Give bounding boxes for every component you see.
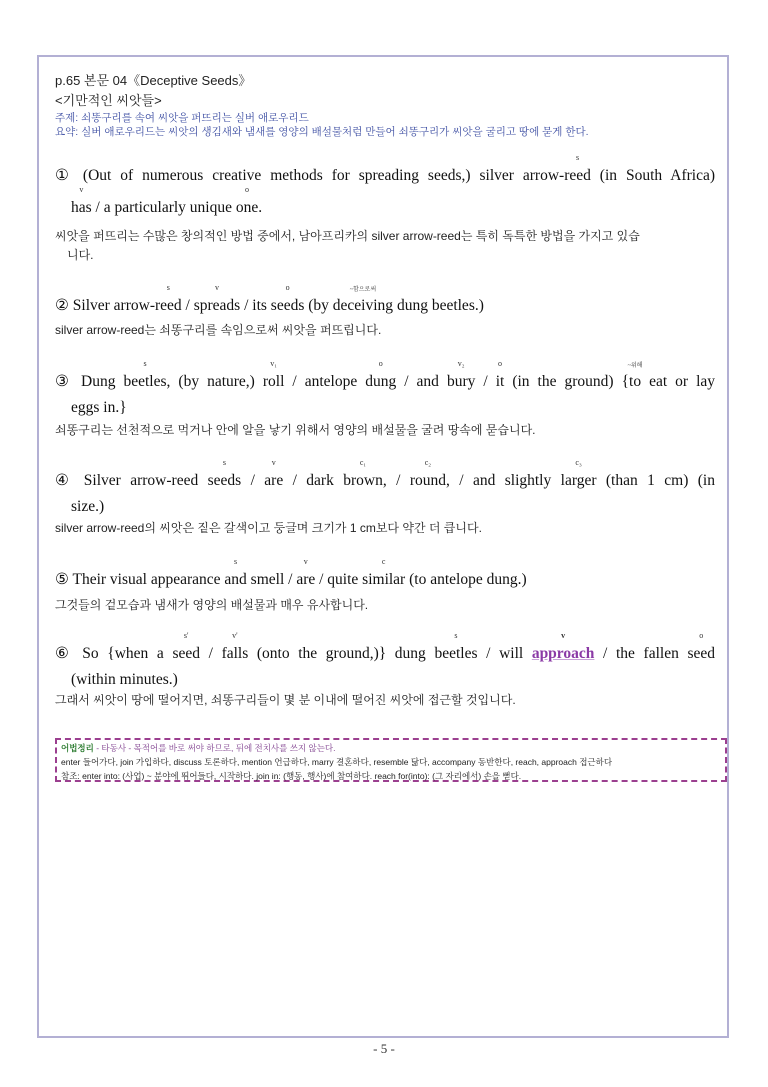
sentence-4-line-2: size.) bbox=[71, 498, 105, 515]
lesson-title: p.65 본문 04《Deceptive Seeds》 bbox=[55, 73, 252, 88]
sentence-4-line-1: ④ Silver arrow-reed s seeds / v are / dark c₁ brown, / c₂ round, / and slightly c₃ larger (than 1 cm) (in bbox=[55, 458, 715, 489]
grammar-note-line-2: enter 들어가다, join 가입하다, discuss 토론하다, mention 언급하다, marry 결혼하다, resemble 닮다, accompany 동반한다, reach, approach 접근하다 bbox=[61, 757, 613, 767]
topic-line: 주제: 쇠똥구리를 속여 씨앗을 퍼뜨리는 실버 애로우리드 bbox=[55, 112, 309, 124]
grammar-note-line-3: 참조: enter into: (사업) ~ 분야에 뛰어들다, 시작하다. join in: (행동, 행사)에 참여하다. reach for(into): (그 자리에서) 손을 뻗다. bbox=[61, 771, 522, 781]
summary-line: 요약: 실버 애로우리드는 씨앗의 생김새와 냄새를 영양의 배설물처럼 만들어 쇠똥구리가 씨앗을 굴리고 땅에 묻게 한다. bbox=[55, 126, 589, 138]
sentence-5-line-1: ⑤ Their visual appearance s and smell / v are / quite c similar (to antelope dung.) bbox=[55, 557, 527, 588]
sentence-3-line-1: ③ Dung s beetles, (by nature,) v₁ roll / antelope o dung / and v₂ bury / o it (in the ground) { ~위해 to eat or lay bbox=[55, 359, 716, 390]
sentence-3-line-2: eggs in.} bbox=[71, 399, 127, 416]
lesson-subtitle: <기만적인 씨앗들> bbox=[55, 93, 162, 108]
sentence-6-line-1: ⑥ So {when a s' seed / v' falls (onto the ground,)} dung s beetles / will v approach / the fallen o seed bbox=[55, 631, 715, 662]
sentence-1-line-1: ① (Out of numerous creative methods for spreading seeds,) silver arrow- s reed (in South Africa) bbox=[55, 153, 715, 184]
sentence-6-line-2: (within minutes.) bbox=[71, 671, 178, 688]
page-number: - 5 - bbox=[373, 1041, 395, 1056]
sentence-2-line-1: ② Silver arrow- s reed / v spreads / its o seeds (by ~함으로써 deceiving dung beetles.) bbox=[55, 283, 484, 314]
sentence-1-line-2: v has / a particularly unique o one. bbox=[71, 185, 263, 216]
highlighted-verb-approach: v approach bbox=[531, 631, 595, 662]
grammar-note-box bbox=[55, 738, 727, 782]
grammar-note-line-1: 어법정리 - 타동사 - 목적어를 바로 써야 하므로, 뒤에 전치사를 쓰지 않는다. bbox=[61, 743, 336, 753]
